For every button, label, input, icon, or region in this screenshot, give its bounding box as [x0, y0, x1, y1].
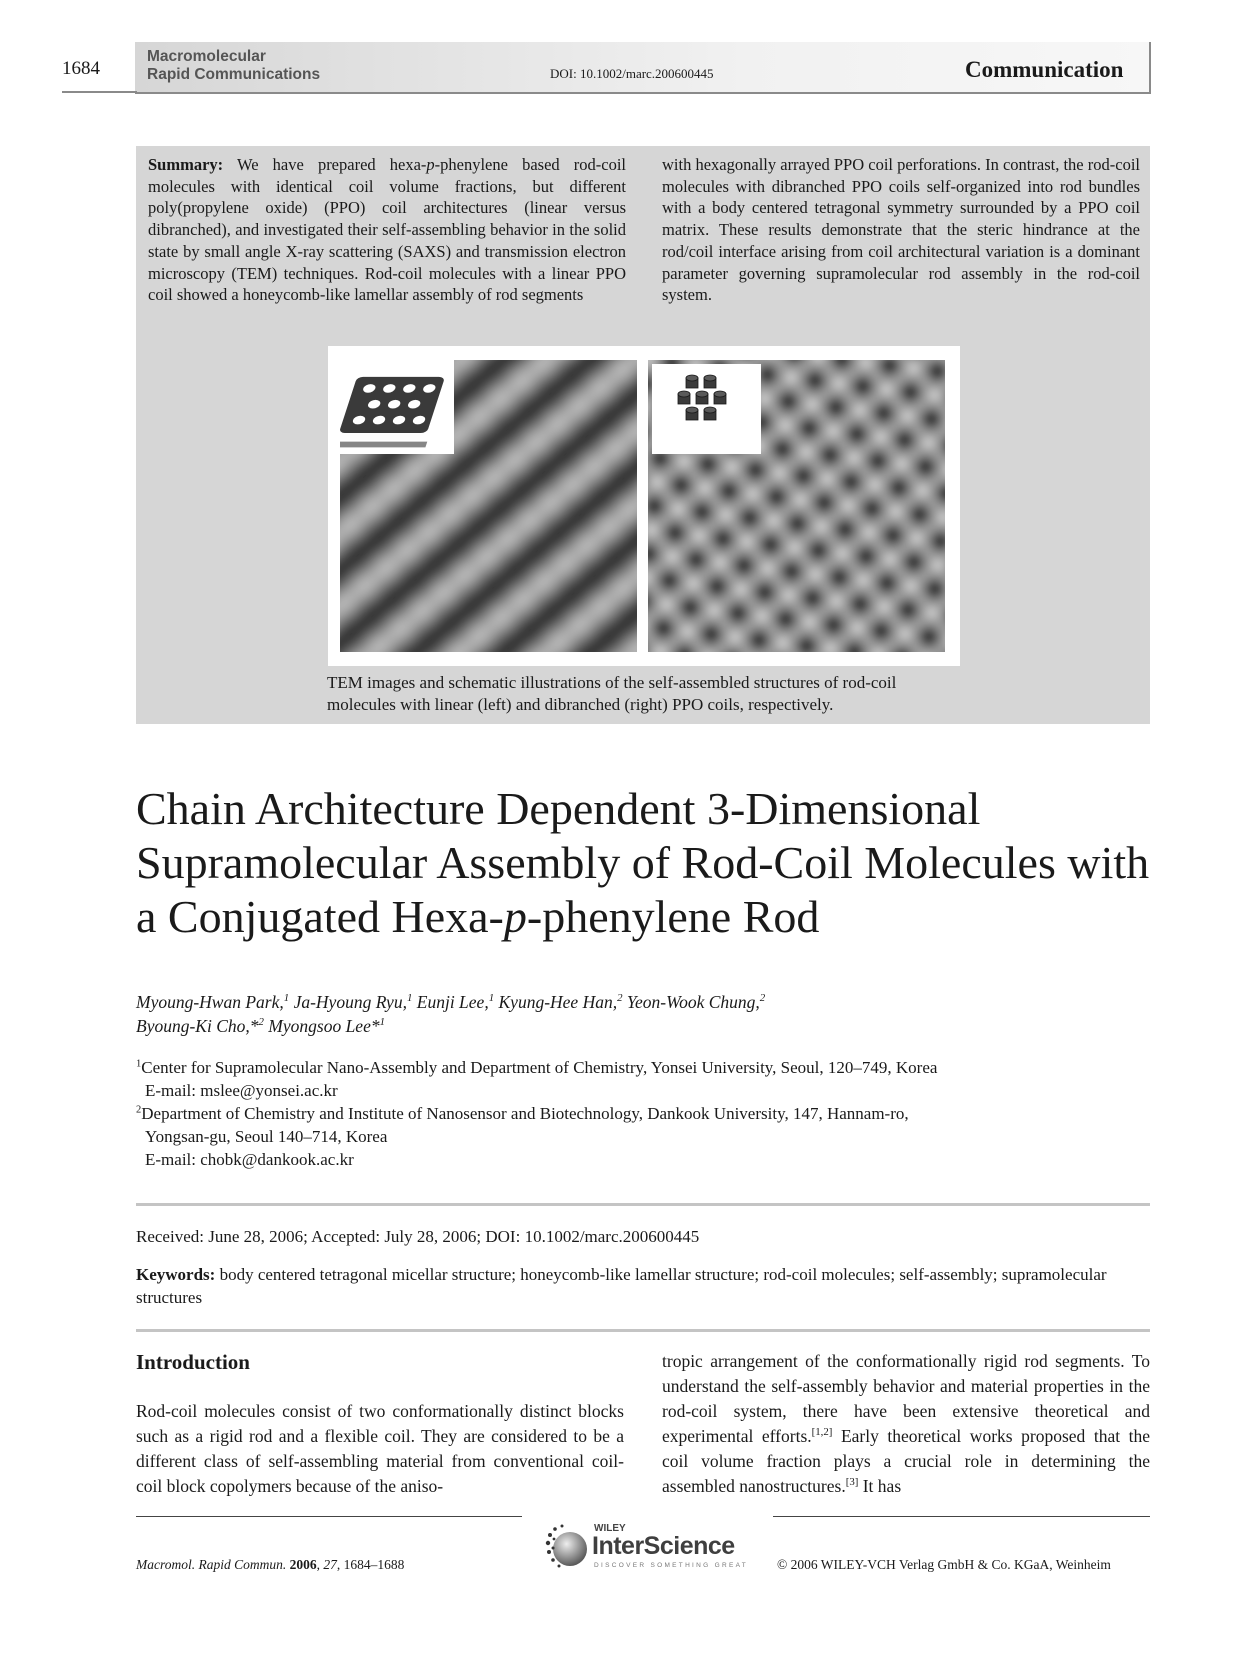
keywords [136, 1263, 1150, 1309]
intro-right-column [662, 1349, 1150, 1499]
footer-year: 2006 [289, 1557, 317, 1572]
citation-ref[interactable]: [3] [845, 1476, 859, 1489]
section-label: Communication [965, 57, 1124, 82]
honeycomb-lamellar-illustration [340, 360, 454, 454]
affiliation-2 [136, 1102, 1146, 1171]
author-name: Yeon-Wook Chung, [622, 992, 760, 1012]
summary-text-b: -phenylene based rod-coil molecules with identical coil volume fractions, but different poly(propylene oxide) (PPO) coil architectures (linear versus dibranched), and investigated their self-assembling behavior in the solid state by small angle X-ray scattering (SAXS) and transmission electron microscopy (TEM) techniques. Rod-coil molecules with a linear PPO coil showed a honeycomb-like lamellar assembly of rod segments [148, 155, 626, 305]
footer-pages: , 1684–1688 [336, 1557, 405, 1572]
keywords-text: body centered tetragonal micellar structure; honeycomb-like lamellar structure; rod-coil molecules; self-assembly; supramolecular structures [136, 1265, 1107, 1307]
footer-journal: Macromol. Rapid Commun. [136, 1557, 287, 1572]
author-affil-mark: 1 [406, 992, 413, 1005]
affiliation-text: Yongsan-gu, Seoul 140–714, Korea [145, 1127, 388, 1146]
author-affil-mark: 2 [617, 992, 623, 1005]
author-affil-mark: 2 [258, 1016, 264, 1029]
keywords-label: Keywords: [136, 1265, 216, 1284]
intro-left-column: Rod-coil molecules consist of two conformationally distinct blocks such as a rigid rod and a flexible coil. They are considered to be a different class of self-assembling material from conventional coil-coil block copolymers because of the aniso- [136, 1401, 624, 1496]
summary-text-a: We have prepared hexa- [223, 155, 427, 174]
honeycomb-schematic [340, 360, 454, 454]
author-name: Byoung-Ki Cho,* [136, 1016, 259, 1036]
summary-left-column [148, 154, 626, 306]
received-dates: Received: June 28, 2006; Accepted: July 28, 2006; DOI: 10.1002/marc.200600445 [136, 1227, 700, 1246]
author-affil-mark: 1 [488, 992, 495, 1005]
divider [136, 1203, 1150, 1206]
globe-icon [544, 1521, 592, 1573]
page-number: 1684 [62, 58, 100, 79]
logo-tagline: DISCOVER SOMETHING GREAT [594, 1562, 749, 1569]
citation-ref[interactable]: [1,2] [811, 1426, 833, 1439]
author-affil-mark: 1 [379, 1016, 386, 1029]
affiliation-text: Center for Supramolecular Nano-Assembly and Department of Chemistry, Yonsei University, Seoul, 120–749, Korea [141, 1058, 938, 1077]
logo-wiley-text: WILEY [594, 1523, 626, 1534]
affiliation-email[interactable]: E-mail: mslee@yonsei.ac.kr [145, 1081, 338, 1100]
summary-right-column: with hexagonally arrayed PPO coil perforations. In contrast, the rod-coil molecules with dibranched PPO coils self-organized into rod bundles with a body centered tetragonal symmetry surrounded by a PPO coil matrix. These results demonstrate that the steric hindrance at the rod/coil interface arising from coil architectural variation is a dominant parameter governing supramolecular rod assembly in the rod-coil system. [662, 155, 1140, 305]
affiliation-number: 1 [136, 1058, 142, 1070]
footer-copyright: © 2006 WILEY-VCH Verlag GmbH & Co. KGaA, Weinheim [777, 1557, 1111, 1572]
bct-schematic [652, 364, 761, 454]
figure-caption: TEM images and schematic illustrations of the self-assembled structures of rod-coil molecules with linear (left) and dibranched (right) PPO coils, respectively. [327, 673, 897, 714]
author-list [136, 990, 1136, 1038]
micellar-cylinders-illustration [652, 364, 761, 454]
intro-text: tropic arrangement of the conformationally rigid rod segments. To understand the self-assembly behavior and material properties in the rod-coil system, there have been extensive theoretical and experimental efforts. [662, 1351, 1150, 1446]
summary-italic-p: p [426, 155, 435, 174]
title-italic-p: p [503, 891, 527, 942]
intro-text: Early theoretical works proposed that the coil volume fraction plays a crucial role in determining the assembled nanostructures. [662, 1426, 1151, 1496]
header-rule [62, 91, 137, 93]
affiliation-text: Department of Chemistry and Institute of Nanosensor and Biotechnology, Dankook University, 147, Hannam-ro, [141, 1104, 909, 1123]
author-name: Kyung-Hee Han, [494, 992, 618, 1012]
footer-rule-right [773, 1516, 1150, 1517]
title-text-b: -phenylene Rod [526, 891, 820, 942]
logo-name-text: InterScience [592, 1532, 735, 1560]
author-affil-mark: 2 [759, 992, 766, 1005]
divider [136, 1329, 1150, 1332]
affiliation-1 [136, 1056, 1146, 1102]
header-doi: DOI: 10.1002/marc.200600445 [550, 66, 714, 81]
interscience-logo[interactable] [544, 1521, 754, 1573]
journal-name-line1: Macromolecular [147, 48, 266, 65]
footer-rule-left [136, 1516, 522, 1517]
intro-text: It has [858, 1476, 902, 1496]
article-title [136, 782, 1176, 944]
author-name: Eunji Lee, [412, 992, 489, 1012]
footer-volume: 27 [323, 1557, 337, 1572]
affiliation-number: 2 [136, 1104, 142, 1116]
footer-citation: Macromol. Rapid Commun. 2006, 27, 1684–1688 [136, 1557, 405, 1572]
affiliation-email[interactable]: E-mail: chobk@dankook.ac.kr [145, 1150, 354, 1169]
introduction-heading: Introduction [136, 1350, 250, 1374]
title-text-a: Chain Architecture Dependent 3-Dimensional Supramolecular Assembly of Rod-Coil Molecules with a Conjugated Hexa- [136, 783, 1150, 942]
author-name: Myongsoo Lee* [263, 1016, 380, 1036]
author-name: Ja-Hyoung Ryu, [289, 992, 407, 1012]
summary-label: Summary: [148, 155, 224, 174]
journal-name-line2: Rapid Communications [147, 66, 321, 83]
author-name: Myoung-Hwan Park, [136, 992, 284, 1012]
author-affil-mark: 1 [283, 992, 290, 1005]
